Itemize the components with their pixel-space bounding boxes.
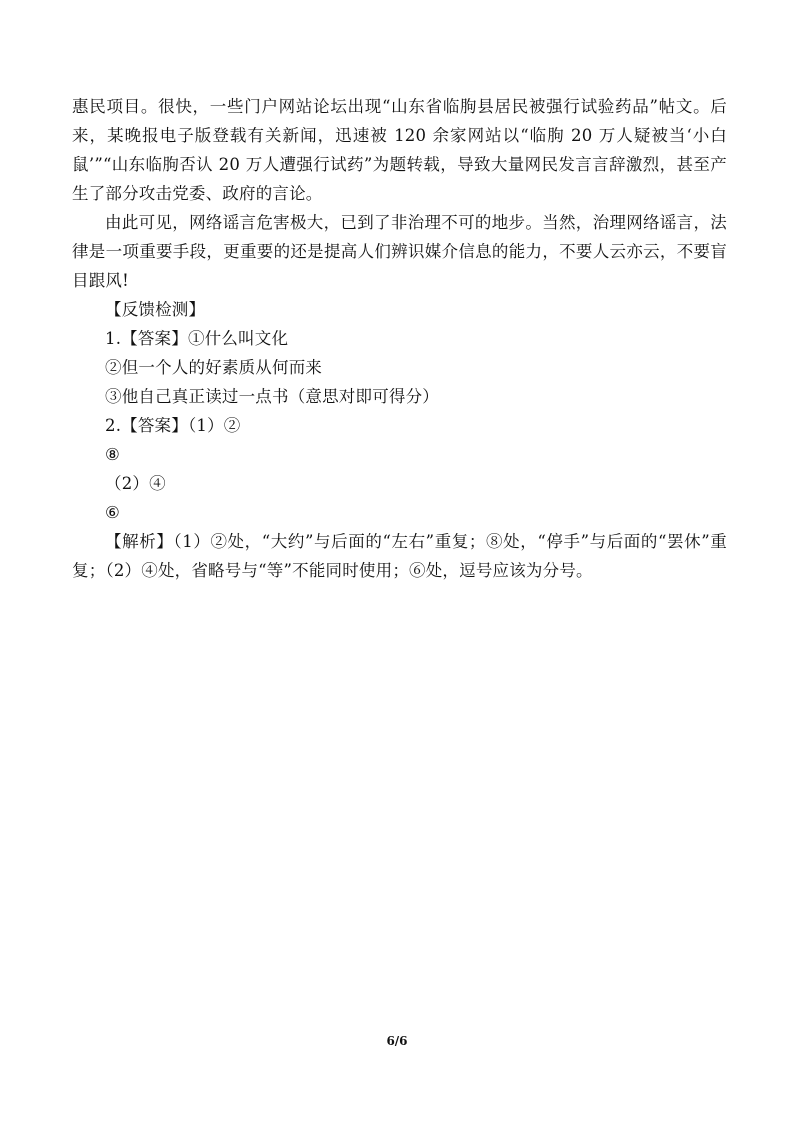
answer-2-line-3: （2）④ <box>105 474 166 493</box>
analysis-paragraph: 【解析】（1）②处，“大约”与后面的“左右”重复；⑧处，“停手”与后面的“罢休”重复；（2）④处，省略号与“等”不能同时使用；⑥处，逗号应该为分号。 <box>72 532 727 580</box>
paragraph-conclusion: 由此可见，网络谣言危害极大，已到了非治理不可的地步。当然，治理网络谣言，法律是一项重要手段，更重要的还是提高人们辨识媒介信息的能力，不要人云亦云，不要盲目跟风! <box>72 213 727 290</box>
answer-2-line-2: ⑧ <box>105 445 120 464</box>
feedback-heading: 【反馈检测】 <box>105 300 206 319</box>
answer-2-label: 2.【答案】（1）② <box>105 416 241 435</box>
answer-1-line-2: ②但一个人的好素质从何而来 <box>105 358 323 377</box>
answer-1-label: 1.【答案】①什么叫文化 <box>105 329 289 348</box>
page-number: 6/6 <box>386 1034 408 1048</box>
answer-2-line-4: ⑥ <box>105 503 120 522</box>
answer-1-line-3: ③他自己真正读过一点书（意思对即可得分） <box>105 387 439 406</box>
document-body <box>72 92 727 585</box>
paragraph-continued: 惠民项目。很快，一些门户网站论坛出现“山东省临朐县居民被强行试验药品”帖文。后来，某晚报电子版登载有关新闻，迅速被 120 余家网站以“临朐 20 万人疑被当‘小白鼠’”“山东临朐否认 20 万人遭强行试药”为题转载，导致大量网民发言言辞激烈，甚至产生了部分攻击党委、政府的言论。 <box>72 97 727 203</box>
